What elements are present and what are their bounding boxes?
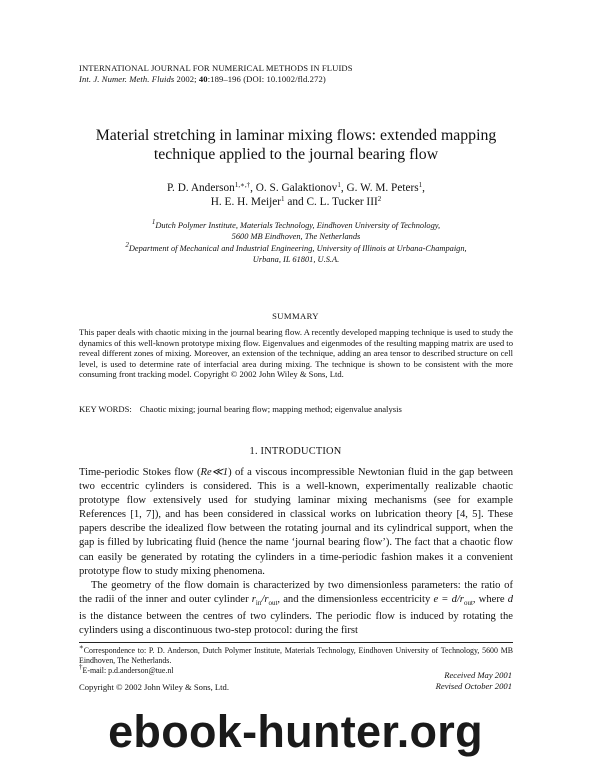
introduction-body xyxy=(79,466,513,638)
keywords-text: Chaotic mixing; journal bearing flow; mapping method; eigenvalue analysis xyxy=(139,404,402,414)
journal-citation: Int. J. Numer. Meth. Fluids 2002; 40:189–196 (DOI: 10.1002/fld.272) xyxy=(79,74,326,84)
abstract-text: This paper deals with chaotic mixing in the journal bearing flow. A recently developed mapping technique is used to study the dynamics of this well-known prototype mixing flow. Eigenvalues and eigenmodes of the resulting mapping matrix are used to reveal different zones of mixing. Moreover, an extension of the technique, adding an area tensor to described structure on cell level, is used to determine rate of interfacial area during mixing. The technique is shown to be consistent with the more consuming front tracking model. Copyright © 2002 John Wiley & Sons, Ltd. xyxy=(79,327,513,380)
journal-name: INTERNATIONAL JOURNAL FOR NUMERICAL METHODS IN FLUIDS xyxy=(79,63,353,73)
journal-header xyxy=(79,63,353,85)
paragraph-2: The geometry of the flow domain is characterized by two dimensionless parameters: the ratio of the radii of the inner and outer cylinder $r_{in}/r_{out}$, and the dimensionless eccentricity $e = d/r_{out}$, where d is the distance between the centres of two cylinders. The periodic flow is induced by rotating the cylinders using a discontinuous two-step protocol: during the first xyxy=(79,579,513,637)
paper-title: Material stretching in laminar mixing flows: extended mapping technique applied to the journal bearing flow xyxy=(95,127,497,163)
author-list: P. D. Anderson$^{1,∗,\dagger}$, O. S. Galaktionov$^1$, G. W. M. Peters$^1$, H. E. H. Meijer$^1$ and C. L. Tucker III$^2$ xyxy=(167,181,425,208)
received-dates xyxy=(436,670,512,692)
revised-date: Revised October 2001 xyxy=(435,681,512,691)
affiliations xyxy=(60,220,532,266)
keywords xyxy=(79,404,513,414)
received-date: Received May 2001 xyxy=(444,670,512,680)
paragraph-1: Time-periodic Stokes flow (Re≪1) of a viscous incompressible Newtonian fluid in the gap between two eccentric cylinders is considered. This is a well-known, experimentally realizable chaotic prototype flow extensively used for studying laminar mixing mechanisms (see for example References [1, 7]), and has been considered in classical works on lubrication theory [4, 5]. These papers describe the idealized flow between the rotating journal and its cylindrical support, when the gap is filled by lubricating fluid (hence the name ‘journal bearing flow’). The fact that a chaotic flow can easily be generated by rotating the cylinders in a time-periodic fashion makes it a convenient prototype flow to study mixing phenomena. xyxy=(79,467,513,577)
keywords-label: KEY WORDS: xyxy=(79,404,132,414)
footnote-correspondence: ∗Correspondence to: P. D. Anderson, Dutch Polymer Institute, Materials Technology, Eindhoven University of Technology, 5600 MB Eindhoven, The Netherlands. xyxy=(79,643,513,665)
section-heading-introduction: 1. INTRODUCTION xyxy=(249,446,342,457)
affiliation-2: $^2$Department of Mechanical and Industrial Engineering, University of Illinois at Urbana-Champaign, Urbana, IL 61801, U.S.A. xyxy=(125,241,467,264)
footnote-email: †E-mail: p.d.anderson@tue.nl xyxy=(79,663,174,675)
footnote-divider xyxy=(79,642,513,643)
summary-heading: SUMMARY xyxy=(272,311,319,321)
copyright-line: Copyright © 2002 John Wiley & Sons, Ltd. xyxy=(79,682,229,692)
watermark-text: ebook-hunter.org xyxy=(108,706,483,757)
affiliation-1: $^1$Dutch Polymer Institute, Materials Technology, Eindhoven University of Technology, 5600 MB Eindhoven, The Netherlands xyxy=(151,218,441,241)
